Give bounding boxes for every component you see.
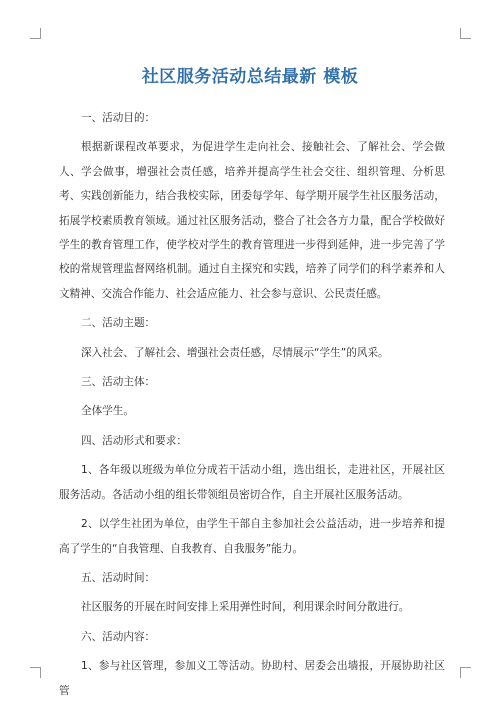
- section-paragraph: 全体学生。: [81, 405, 134, 418]
- section-paragraph: 1、各年级以班级为单位分成若干活动小组，选出组长，走进社区，开展社区服务活动。各活动小组的组长带领组员密切合作，自主开展社区服务活动。: [59, 464, 445, 501]
- section-paragraph: 根据新课程改革要求，为促进学生走向社会、接触社会、了解社会、学会做人、学会做事，增强社会责任感，培养并提高学生社会交往、组织管理、分析思考、实践创新能力，结合我校实际，团委每学年、每学期开展学生社区服务活动，拓展学校素质教育领域。通过社区服务活动，整合了社会各方力量，配合学校做好学生的教育管理工作，使学校对学生的教育管理进一步得到延伸，进一步完善了学校的常规管理监督网络机制。通过自主探究和实践，培养了同学们的科学素养和人文精神、交流合作能力、社会适应能力、社会参与意识、公民责任感。: [59, 141, 445, 300]
- section-heading: 五、活动时间：: [81, 571, 156, 584]
- crop-mark-bottom-left: [30, 667, 41, 678]
- section-heading: 一、活动目的：: [81, 112, 156, 124]
- document-title: 社区服务活动总结最新 模板: [141, 67, 359, 87]
- section-heading: 三、活动主体：: [81, 376, 156, 389]
- section-paragraph: 深入社会、了解社会、增强社会责任感，尽情展示“学生”的风采。: [81, 346, 389, 359]
- crop-mark-top-left: [30, 28, 41, 39]
- crop-mark-bottom-right: [460, 667, 471, 678]
- section-paragraph: 社区服务的开展在时间安排上采用弹性时间，利用课余时间分散进行。: [81, 601, 410, 614]
- section-heading: 二、活动主题：: [81, 317, 156, 330]
- crop-mark-top-right: [460, 28, 471, 39]
- section-heading: 四、活动形式和要求：: [81, 434, 187, 447]
- section-paragraph: 2、以学生社团为单位，由学生干部自主参加社会公益活动，进一步培养和提高了学生的“自我管理、自我教育、自我服务”能力。: [59, 518, 445, 555]
- section-heading: 六、活动内容：: [81, 630, 156, 643]
- section-paragraph: 1、参与社区管理，参加义工等活动。协助村、居委会出墙报，开展协助社区管: [59, 660, 445, 697]
- document-body: [59, 106, 445, 708]
